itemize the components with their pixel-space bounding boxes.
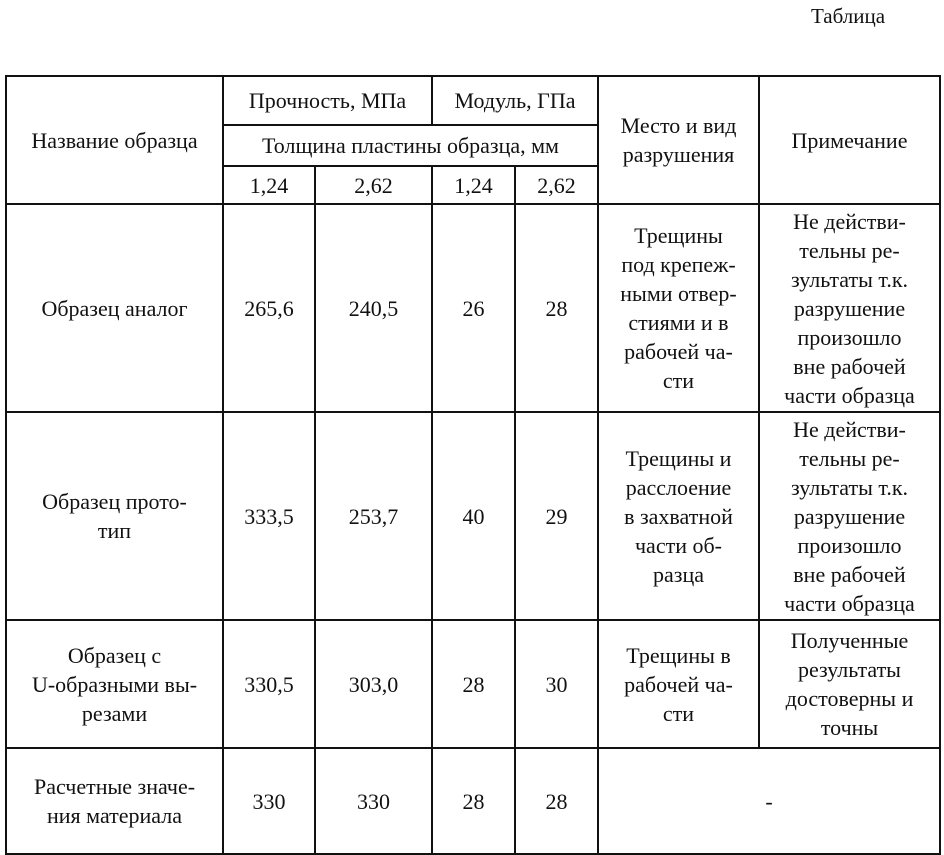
row-failure: Трещины в рабочей ча- сти	[598, 620, 759, 748]
row-strength-262: 253,7	[315, 412, 432, 620]
header-row-1	[6, 76, 940, 125]
header-modulus: Модуль, ГПа	[432, 76, 598, 125]
row-sample-name: Образец прото- тип	[6, 412, 223, 620]
table-row	[6, 412, 940, 620]
table-row	[6, 620, 940, 748]
row-strength-124: 333,5	[223, 412, 315, 620]
table-row	[6, 748, 940, 854]
header-thickness-1: 1,24	[223, 166, 315, 204]
row-modulus-262: 29	[515, 412, 598, 620]
table-caption: Таблица	[811, 4, 886, 28]
row-modulus-262: 30	[515, 620, 598, 748]
header-failure: Место и вид разрушения	[598, 76, 759, 204]
header-note: Примечание	[759, 76, 940, 204]
row-note: Полученные результаты достоверны и точны	[759, 620, 940, 748]
row-sample-name: Образец с U-образными вы- резами	[6, 620, 223, 748]
header-sample-name: Название образца	[6, 76, 223, 204]
header-thickness-4: 2,62	[515, 166, 598, 204]
row-modulus-124: 40	[432, 412, 515, 620]
row-sample-name: Образец аналог	[6, 204, 223, 412]
row-modulus-262: 28	[515, 204, 598, 412]
row-merged-failure-note: -	[598, 748, 940, 854]
row-sample-name: Расчетные значе- ния материала	[6, 748, 223, 854]
row-note: Не действи- тельны ре- зультаты т.к. разрушение произошло вне рабочей части образца	[759, 412, 940, 620]
row-note: Не действи- тельны ре- зультаты т.к. разрушение произошло вне рабочей части образца	[759, 204, 940, 412]
table-row	[6, 204, 940, 412]
row-strength-124: 330	[223, 748, 315, 854]
row-strength-262: 330	[315, 748, 432, 854]
row-strength-262: 240,5	[315, 204, 432, 412]
row-modulus-124: 28	[432, 620, 515, 748]
header-thickness-2: 2,62	[315, 166, 432, 204]
row-strength-124: 265,6	[223, 204, 315, 412]
row-failure: Трещины и расслоение в захватной части об- разца	[598, 412, 759, 620]
header-strength: Прочность, МПа	[223, 76, 432, 125]
results-table	[5, 75, 941, 855]
header-thickness: Толщина пластины образца, мм	[223, 125, 598, 166]
row-strength-124: 330,5	[223, 620, 315, 748]
header-thickness-3: 1,24	[432, 166, 515, 204]
row-failure: Трещины под крепеж- ными отвер- стиями и в рабочей ча- сти	[598, 204, 759, 412]
row-modulus-124: 28	[432, 748, 515, 854]
row-modulus-124: 26	[432, 204, 515, 412]
row-modulus-262: 28	[515, 748, 598, 854]
row-strength-262: 303,0	[315, 620, 432, 748]
